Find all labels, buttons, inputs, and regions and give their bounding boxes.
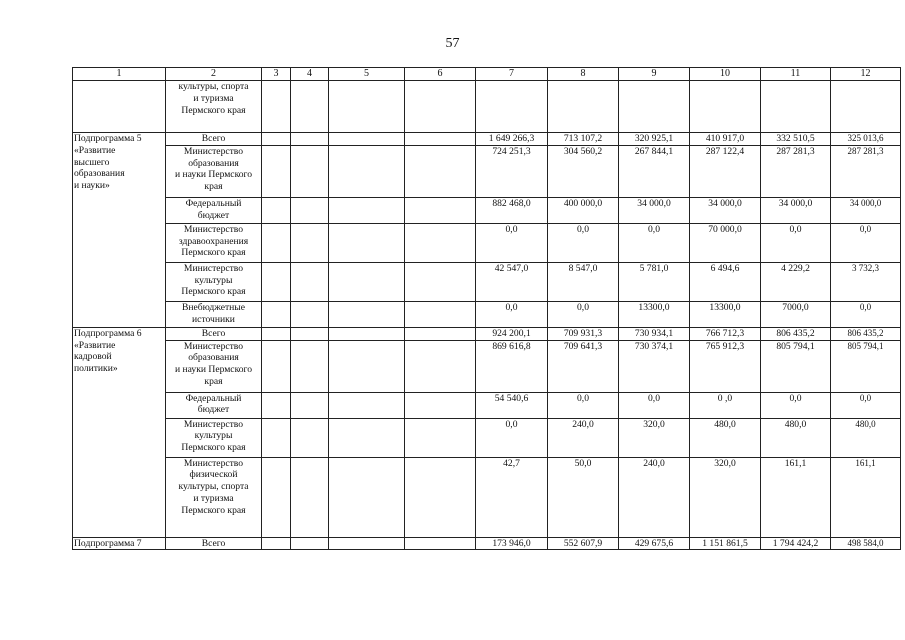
empty-cell (291, 327, 329, 340)
value-cell: 6 494,6 (690, 262, 761, 301)
empty-cell (291, 340, 329, 392)
value-cell: 13300,0 (690, 301, 761, 327)
empty-cell (262, 418, 291, 457)
table-row (73, 197, 901, 223)
value-cell: 480,0 (831, 418, 901, 457)
table-row (73, 327, 901, 340)
value-cell: 429 675,6 (619, 537, 690, 550)
empty-cell (329, 457, 405, 537)
empty-cell (262, 145, 291, 197)
value-cell: 0,0 (619, 392, 690, 418)
table-row (73, 418, 901, 457)
value-cell: 1 151 861,5 (690, 537, 761, 550)
empty-cell (329, 133, 405, 146)
value-cell: 924 200,1 (476, 327, 548, 340)
empty-cell (405, 418, 476, 457)
value-cell: 766 712,3 (690, 327, 761, 340)
empty-cell (329, 327, 405, 340)
empty-cell (291, 145, 329, 197)
empty-cell (405, 262, 476, 301)
value-cell: 70 000,0 (690, 223, 761, 262)
value-cell: 8 547,0 (548, 262, 619, 301)
value-cell: 34 000,0 (619, 197, 690, 223)
value-cell: 287 122,4 (690, 145, 761, 197)
value-cell: 765 912,3 (690, 340, 761, 392)
value-cell: 34 000,0 (831, 197, 901, 223)
empty-cell (405, 537, 476, 550)
value-cell: 1 649 266,3 (476, 133, 548, 146)
value-cell: 1 794 424,2 (761, 537, 831, 550)
header-cell: 6 (405, 68, 476, 81)
table-row (73, 301, 901, 327)
value-cell: 0,0 (761, 392, 831, 418)
table-row (73, 145, 901, 197)
header-cell: 3 (262, 68, 291, 81)
empty-cell (291, 537, 329, 550)
empty-cell (329, 392, 405, 418)
empty-cell (405, 457, 476, 537)
value-cell: 54 540,6 (476, 392, 548, 418)
value-cell: 287 281,3 (761, 145, 831, 197)
value-cell (619, 81, 690, 133)
table-row (73, 340, 901, 392)
value-cell: 709 641,3 (548, 340, 619, 392)
value-cell: 325 013,6 (831, 133, 901, 146)
value-cell: 552 607,9 (548, 537, 619, 550)
empty-cell (291, 197, 329, 223)
empty-cell (329, 81, 405, 133)
budget-table (72, 67, 901, 550)
source-cell: Министерство физической культуры, спорта и туризма Пермского края (166, 457, 262, 537)
header-row (73, 68, 901, 81)
value-cell: 161,1 (831, 457, 901, 537)
value-cell: 806 435,2 (831, 327, 901, 340)
value-cell: 709 931,3 (548, 327, 619, 340)
table-row (73, 223, 901, 262)
empty-cell (262, 223, 291, 262)
value-cell: 713 107,2 (548, 133, 619, 146)
value-cell: 0,0 (476, 223, 548, 262)
value-cell (831, 81, 901, 133)
table-row (73, 133, 901, 146)
empty-cell (405, 145, 476, 197)
table-row (73, 81, 901, 133)
program-cell: Подпрограмма 5 «Развитие высшего образования и науки» (73, 133, 166, 328)
empty-cell (405, 392, 476, 418)
value-cell: 882 468,0 (476, 197, 548, 223)
value-cell: 4 229,2 (761, 262, 831, 301)
value-cell: 287 281,3 (831, 145, 901, 197)
source-cell: Министерство культуры Пермского края (166, 262, 262, 301)
value-cell: 0,0 (831, 392, 901, 418)
empty-cell (291, 392, 329, 418)
header-cell: 4 (291, 68, 329, 81)
empty-cell (262, 197, 291, 223)
empty-cell (329, 262, 405, 301)
empty-cell (405, 301, 476, 327)
page-number: 57 (445, 36, 460, 51)
empty-cell (262, 81, 291, 133)
empty-cell (262, 392, 291, 418)
value-cell: 240,0 (548, 418, 619, 457)
value-cell (548, 81, 619, 133)
source-cell: Всего (166, 327, 262, 340)
header-cell: 10 (690, 68, 761, 81)
value-cell: 0,0 (548, 301, 619, 327)
source-cell: Министерство образования и науки Пермского края (166, 340, 262, 392)
value-cell: 50,0 (548, 457, 619, 537)
empty-cell (262, 133, 291, 146)
value-cell: 0,0 (619, 223, 690, 262)
empty-cell (405, 327, 476, 340)
value-cell: 161,1 (761, 457, 831, 537)
program-cell: Подпрограмма 7 (73, 537, 166, 550)
value-cell: 724 251,3 (476, 145, 548, 197)
empty-cell (291, 262, 329, 301)
value-cell: 42 547,0 (476, 262, 548, 301)
value-cell: 3 732,3 (831, 262, 901, 301)
header-cell: 12 (831, 68, 901, 81)
empty-cell (262, 327, 291, 340)
value-cell: 0,0 (831, 223, 901, 262)
header-cell: 9 (619, 68, 690, 81)
empty-cell (262, 301, 291, 327)
empty-cell (329, 418, 405, 457)
header-cell: 8 (548, 68, 619, 81)
table-row (73, 537, 901, 550)
empty-cell (262, 537, 291, 550)
value-cell: 267 844,1 (619, 145, 690, 197)
empty-cell (262, 262, 291, 301)
header-cell: 1 (73, 68, 166, 81)
value-cell: 7000,0 (761, 301, 831, 327)
source-cell: Федеральный бюджет (166, 197, 262, 223)
value-cell: 0,0 (761, 223, 831, 262)
empty-cell (262, 340, 291, 392)
value-cell: 400 000,0 (548, 197, 619, 223)
source-cell: культуры, спорта и туризма Пермского края (166, 81, 262, 133)
empty-cell (291, 301, 329, 327)
value-cell: 0,0 (548, 392, 619, 418)
value-cell: 42,7 (476, 457, 548, 537)
program-cell: Подпрограмма 6 «Развитие кадровой политики» (73, 327, 166, 537)
empty-cell (329, 145, 405, 197)
program-cell (73, 81, 166, 133)
table-row (73, 457, 901, 537)
value-cell (761, 81, 831, 133)
source-cell: Министерство культуры Пермского края (166, 418, 262, 457)
value-cell: 0 ,0 (690, 392, 761, 418)
value-cell: 240,0 (619, 457, 690, 537)
empty-cell (405, 197, 476, 223)
source-cell: Министерство здравоохранения Пермского края (166, 223, 262, 262)
value-cell: 480,0 (761, 418, 831, 457)
empty-cell (291, 418, 329, 457)
empty-cell (405, 223, 476, 262)
value-cell: 0,0 (476, 301, 548, 327)
value-cell: 320,0 (619, 418, 690, 457)
table-row (73, 262, 901, 301)
source-cell: Федеральный бюджет (166, 392, 262, 418)
value-cell: 34 000,0 (690, 197, 761, 223)
empty-cell (329, 301, 405, 327)
header-cell: 5 (329, 68, 405, 81)
value-cell: 13300,0 (619, 301, 690, 327)
value-cell: 0,0 (548, 223, 619, 262)
value-cell: 480,0 (690, 418, 761, 457)
empty-cell (405, 133, 476, 146)
empty-cell (291, 223, 329, 262)
value-cell: 332 510,5 (761, 133, 831, 146)
value-cell: 173 946,0 (476, 537, 548, 550)
empty-cell (405, 340, 476, 392)
value-cell (476, 81, 548, 133)
empty-cell (329, 223, 405, 262)
source-cell: Внебюджетные источники (166, 301, 262, 327)
value-cell: 0,0 (831, 301, 901, 327)
value-cell: 320,0 (690, 457, 761, 537)
value-cell: 730 934,1 (619, 327, 690, 340)
value-cell: 5 781,0 (619, 262, 690, 301)
empty-cell (329, 340, 405, 392)
value-cell: 869 616,8 (476, 340, 548, 392)
header-cell: 7 (476, 68, 548, 81)
value-cell: 805 794,1 (831, 340, 901, 392)
value-cell: 805 794,1 (761, 340, 831, 392)
value-cell: 0,0 (476, 418, 548, 457)
source-cell: Всего (166, 537, 262, 550)
value-cell: 34 000,0 (761, 197, 831, 223)
source-cell: Министерство образования и науки Пермского края (166, 145, 262, 197)
value-cell (690, 81, 761, 133)
header-cell: 2 (166, 68, 262, 81)
header-cell: 11 (761, 68, 831, 81)
empty-cell (329, 197, 405, 223)
source-cell: Всего (166, 133, 262, 146)
empty-cell (262, 457, 291, 537)
empty-cell (291, 133, 329, 146)
table-row (73, 392, 901, 418)
empty-cell (291, 457, 329, 537)
value-cell: 410 917,0 (690, 133, 761, 146)
value-cell: 498 584,0 (831, 537, 901, 550)
empty-cell (291, 81, 329, 133)
empty-cell (405, 81, 476, 133)
value-cell: 304 560,2 (548, 145, 619, 197)
value-cell: 806 435,2 (761, 327, 831, 340)
empty-cell (329, 537, 405, 550)
value-cell: 730 374,1 (619, 340, 690, 392)
value-cell: 320 925,1 (619, 133, 690, 146)
